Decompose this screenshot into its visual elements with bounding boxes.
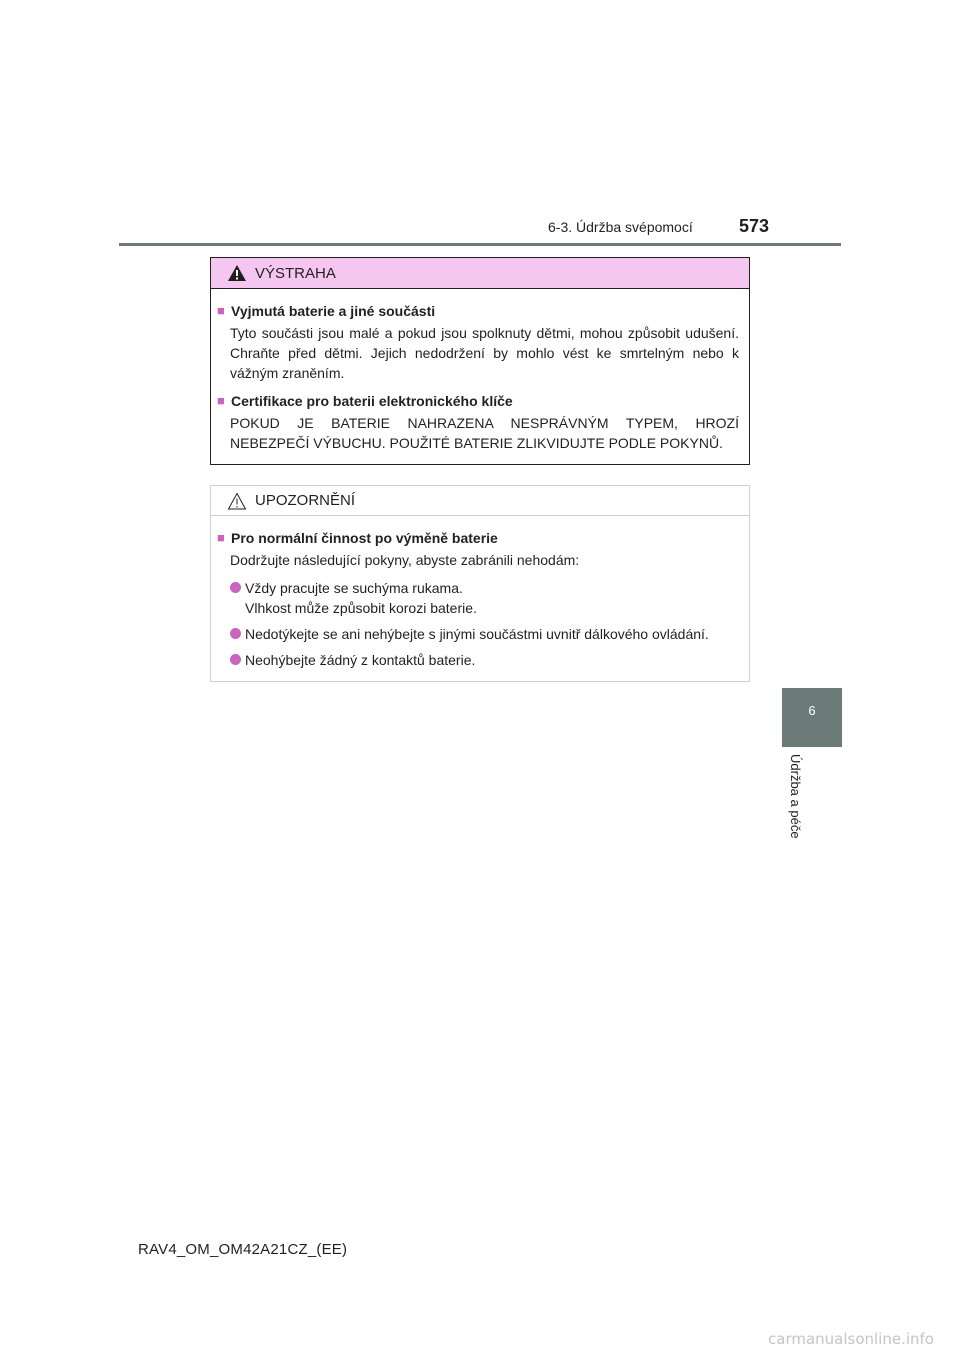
warning-item-title: ■ Vyjmutá baterie a jiné součásti bbox=[217, 303, 436, 319]
square-bullet-icon: ■ bbox=[217, 303, 225, 318]
chapter-tab bbox=[782, 688, 842, 747]
square-bullet-icon: ■ bbox=[217, 393, 225, 408]
caution-box bbox=[210, 485, 750, 682]
caution-intro: Dodržujte následující pokyny, abyste zabránili nehodám: bbox=[230, 552, 580, 568]
caution-body bbox=[211, 516, 749, 670]
warning-title: VÝSTRAHA bbox=[255, 264, 336, 282]
warning-body bbox=[211, 289, 749, 453]
warning-box bbox=[210, 257, 750, 465]
watermark: carmanualsonline.info bbox=[768, 1330, 934, 1348]
page-number: 573 bbox=[739, 216, 770, 236]
list-item: Vždy pracujte se suchýma rukama. Vlhkost může způsobit korozi baterie. bbox=[217, 578, 739, 618]
warning-triangle-filled-icon bbox=[227, 264, 247, 282]
warning-item-text: Tyto součásti jsou malé a pokud jsou spolknuty dětmi, mohou způsobit udušení. Chraňte před dětmi. Jejich nedodržení by mohlo vést ke smrtelným nebo k vážným zraněním. bbox=[230, 325, 739, 381]
square-bullet-icon: ■ bbox=[217, 530, 225, 545]
caution-item-title: ■ Pro normální činnost po výměně baterie bbox=[217, 530, 498, 546]
list-item: Nedotýkejte se ani nehýbejte s jinými součástmi uvnitř dálkového ovládání. bbox=[217, 624, 739, 644]
caution-title: UPOZORNĚNÍ bbox=[255, 492, 356, 509]
warning-item-text: POKUD JE BATERIE NAHRAZENA NESPRÁVNÝM TYPEM, HROZÍ NEBEZPEČÍ VÝBUCHU. POUŽITÉ BATERIE ZLIKVIDUJTE PODLE POKYNŮ. bbox=[230, 415, 739, 451]
warning-triangle-outline-icon bbox=[227, 492, 247, 510]
round-bullet-icon bbox=[230, 654, 241, 665]
list-item: Neohýbejte žádný z kontaktů baterie. bbox=[217, 650, 739, 670]
document-code: RAV4_OM_OM42A21CZ_(EE) bbox=[138, 1241, 348, 1258]
chapter-number: 6 bbox=[808, 703, 816, 718]
header-rule bbox=[119, 243, 841, 246]
section-title: 6-3. Údržba svépomocí bbox=[548, 219, 693, 235]
round-bullet-icon bbox=[230, 582, 241, 593]
warning-item-title: ■ Certifikace pro baterii elektronického klíče bbox=[217, 393, 513, 409]
caution-header bbox=[211, 486, 749, 516]
warning-header bbox=[211, 258, 749, 289]
round-bullet-icon bbox=[230, 628, 241, 639]
chapter-label: Údržba a péče bbox=[788, 754, 803, 839]
